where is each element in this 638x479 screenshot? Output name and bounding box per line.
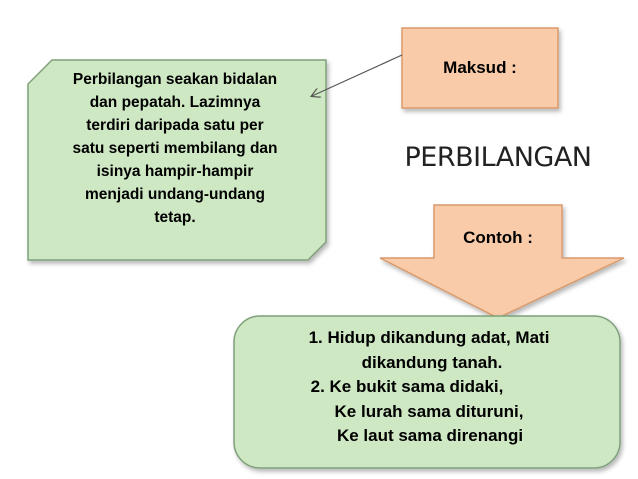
definition-line: dan pepatah. Lazimnya (89, 94, 261, 111)
definition-line: satu seperti membilang dan (72, 140, 278, 157)
definition-line: Perbilangan seakan bidalan (72, 71, 278, 88)
example-line: dikandung tanah. (361, 352, 503, 372)
definition-line: terdiri daripada satu per (86, 117, 264, 134)
example-line: 2. Ke bukit sama didaki, (310, 377, 504, 396)
example-line: Ke lurah sama dituruni, (334, 401, 524, 421)
example-line: 1. Hidup dikandung adat, Mati (308, 328, 550, 347)
definition-line: isinya hampir-hampir (96, 163, 254, 180)
examples-text (238, 326, 610, 449)
contoh-label: Contoh : (463, 228, 533, 247)
definition-line: menjadi undang-undang (85, 186, 265, 203)
definition-line: tetap. (154, 209, 196, 226)
maksud-label: Maksud : (443, 58, 517, 77)
page-title: PERBILANGAN (404, 142, 592, 173)
example-line: Ke laut sama direnangi (336, 426, 524, 445)
contoh-arrow (380, 205, 624, 318)
definition-text (40, 68, 310, 229)
